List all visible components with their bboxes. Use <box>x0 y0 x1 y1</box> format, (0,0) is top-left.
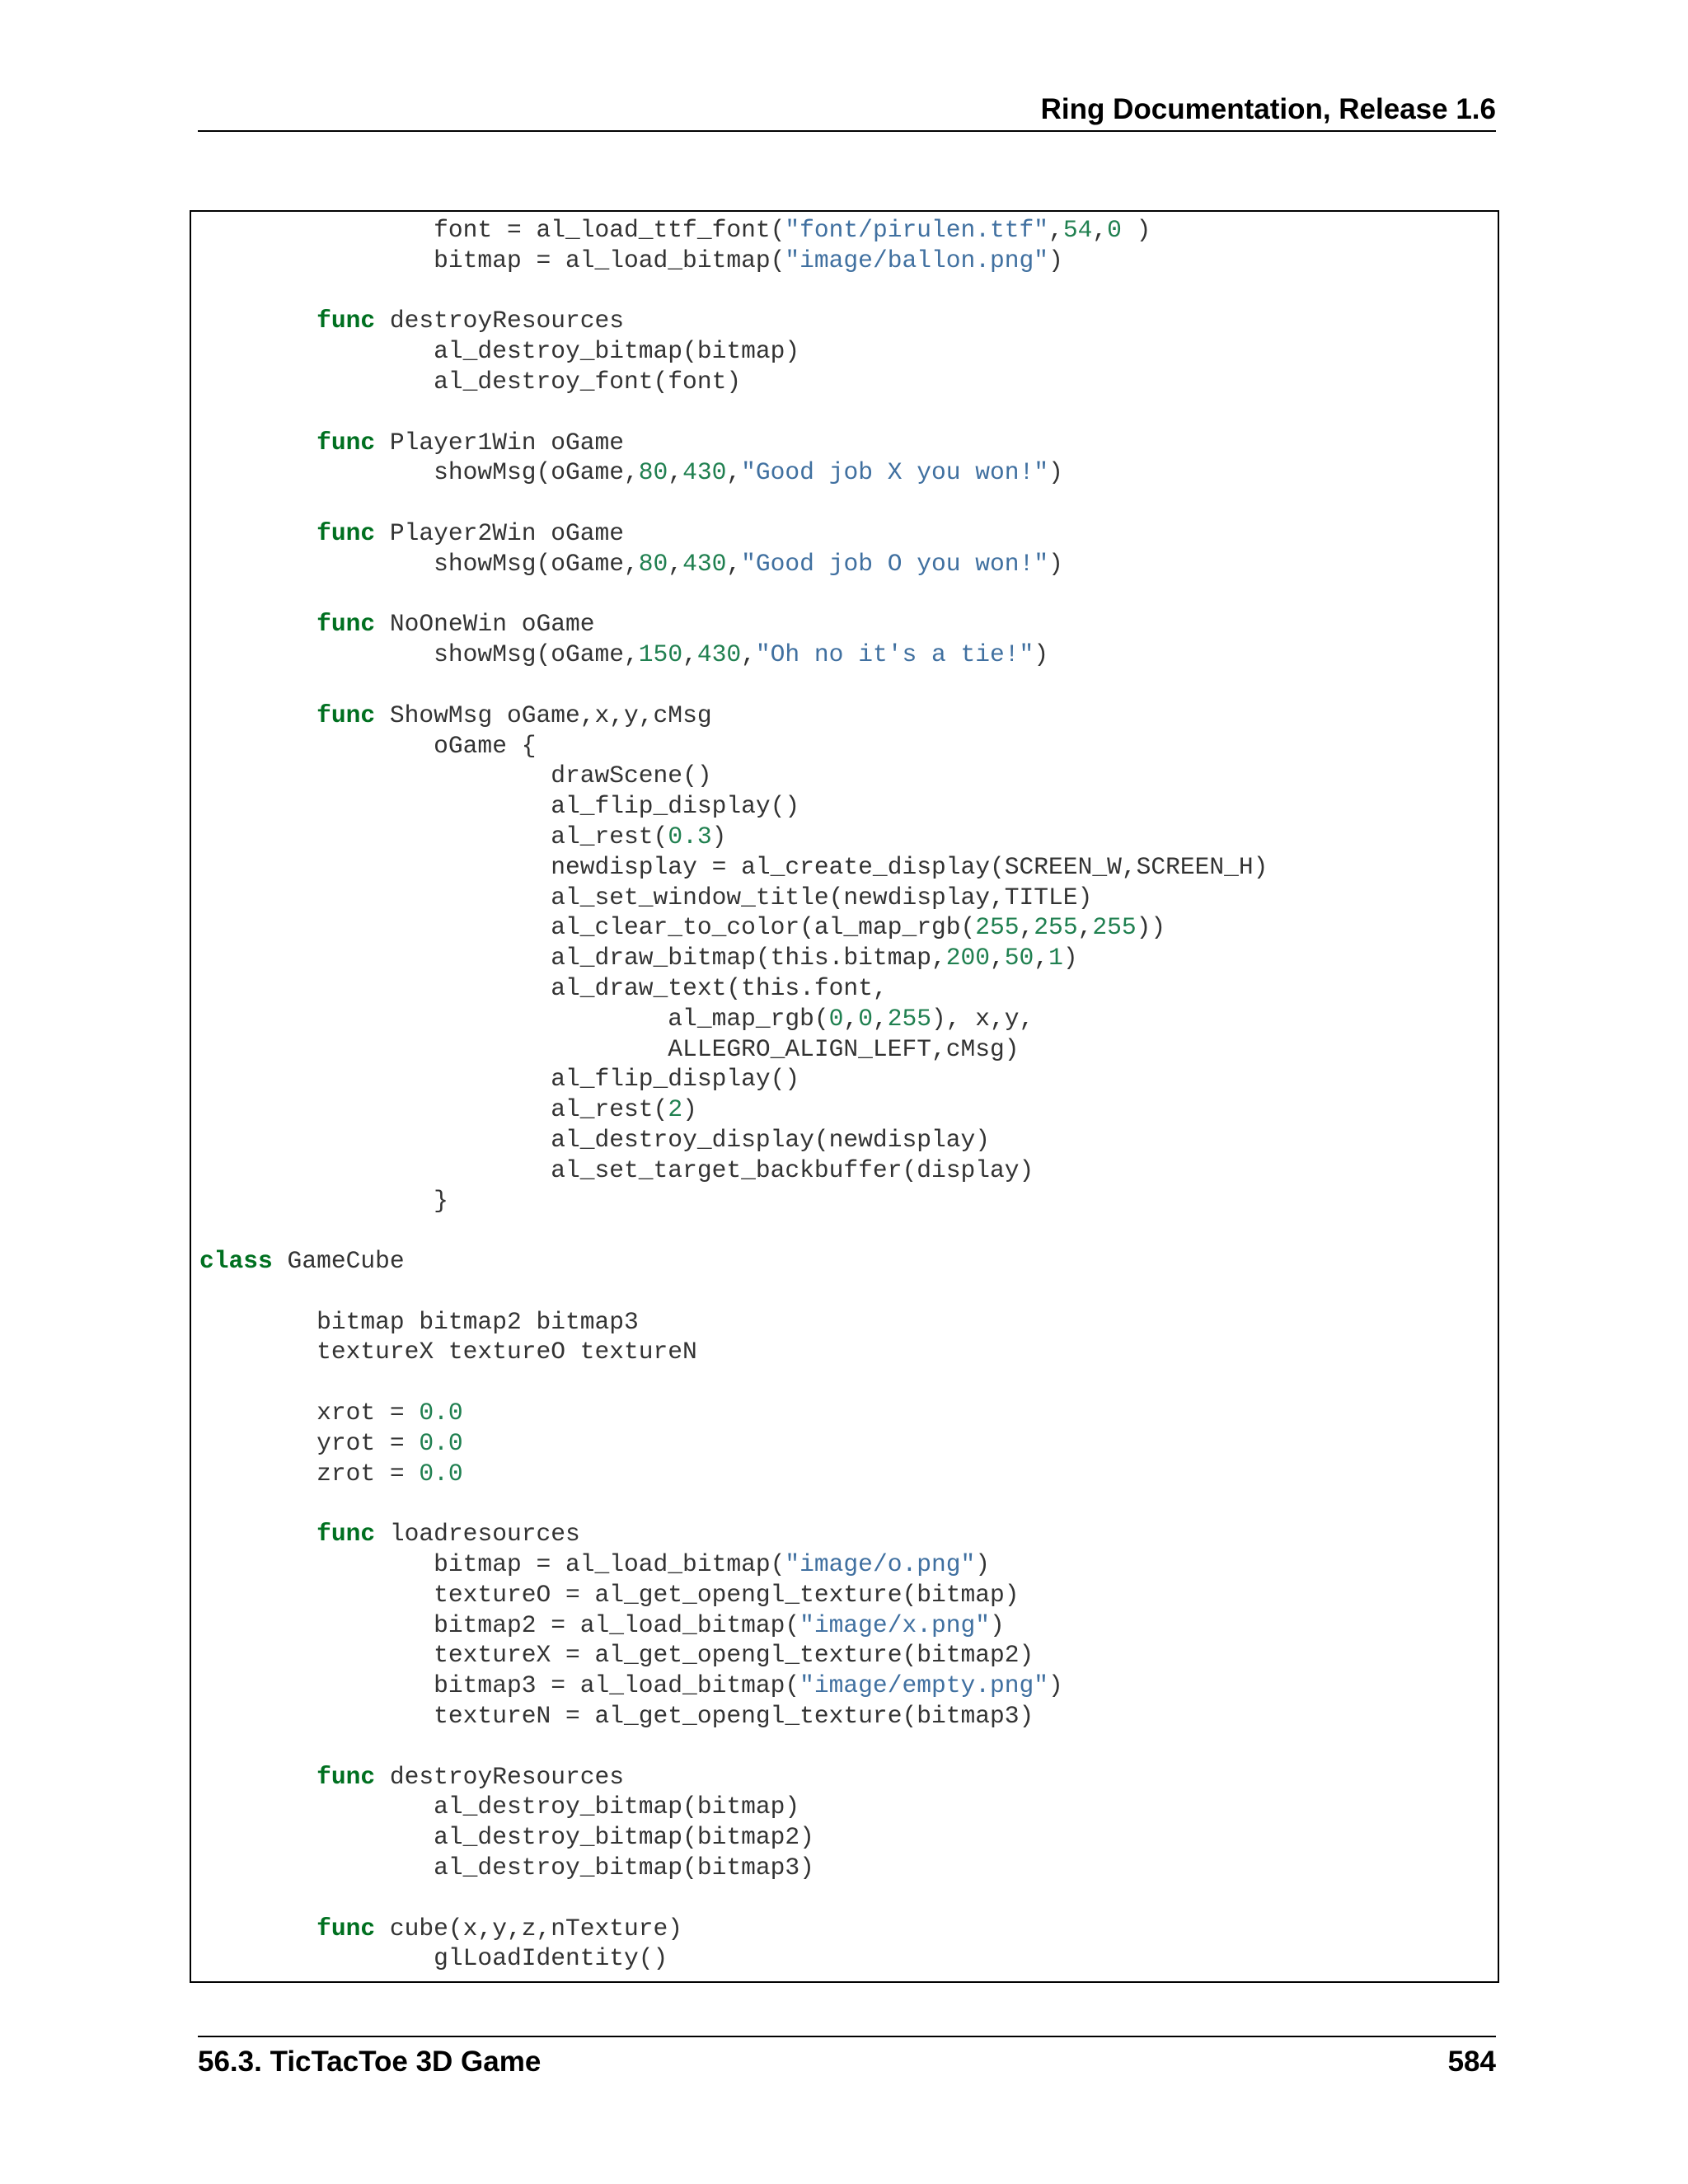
code-line <box>199 1459 1268 1489</box>
code-line <box>199 1064 1268 1094</box>
code-text: textureX = al_get_opengl_texture(bitmap2) <box>199 1641 1034 1670</box>
code-keyword: func <box>316 610 376 639</box>
code-text: Player2Win oGame <box>375 518 625 547</box>
code-text: ) <box>682 1095 697 1124</box>
code-line <box>199 701 1268 731</box>
code-line <box>199 1914 1268 1944</box>
code-line <box>199 518 1268 549</box>
code-text: al_flip_display() <box>199 792 800 821</box>
code-line <box>199 1640 1268 1671</box>
code-text: , <box>872 1004 888 1033</box>
code-keyword: func <box>316 1914 376 1943</box>
code-line <box>199 1701 1268 1732</box>
code-line <box>199 246 1268 276</box>
code-number: 0 <box>828 1004 844 1033</box>
code-number: 1 <box>1048 944 1063 972</box>
code-line <box>199 1943 1268 1974</box>
code-text: al_destroy_display(newdisplay) <box>199 1125 991 1154</box>
code-line <box>199 640 1268 670</box>
code-keyword: func <box>316 1520 376 1549</box>
code-number: 430 <box>682 458 727 487</box>
code-line <box>199 1307 1268 1338</box>
code-text: drawScene() <box>199 762 712 790</box>
code-number: 50 <box>1004 944 1034 972</box>
code-number: 430 <box>682 549 727 578</box>
code-block <box>190 210 1499 1983</box>
code-text: , <box>1034 944 1049 972</box>
code-text: textureN = al_get_opengl_texture(bitmap3) <box>199 1702 1034 1731</box>
code-number: 255 <box>887 1004 931 1033</box>
code-line <box>199 912 1268 943</box>
code-string: "Oh no it's a tie!" <box>755 640 1034 669</box>
code-text: ) <box>1048 1671 1063 1700</box>
code-line <box>199 943 1268 973</box>
page-header-title: Ring Documentation, Release 1.6 <box>1040 93 1496 125</box>
code-number: 80 <box>638 549 668 578</box>
code-text: bitmap bitmap2 bitmap3 <box>199 1307 639 1336</box>
code-text: showMsg(oGame, <box>199 458 639 487</box>
code-text: al_destroy_font(font) <box>199 367 742 396</box>
code-text: xrot = <box>199 1399 420 1427</box>
code-text <box>199 429 316 457</box>
code-text: al_set_target_backbuffer(display) <box>199 1155 1034 1184</box>
code-text: , <box>1092 216 1108 244</box>
code-line <box>199 457 1268 488</box>
code-text: , <box>843 1004 859 1033</box>
page-number: 584 <box>1447 2046 1496 2078</box>
code-string: "image/empty.png" <box>799 1671 1049 1700</box>
code-line <box>199 1580 1268 1610</box>
code-text: )) <box>1136 913 1166 942</box>
code-text: Player1Win oGame <box>375 428 625 457</box>
code-line <box>199 549 1268 579</box>
code-text: font = al_load_ttf_font( <box>199 216 785 244</box>
code-text: } <box>199 1186 448 1215</box>
code-text: al_rest( <box>199 1095 668 1124</box>
code-text: ) <box>1048 549 1063 578</box>
code-keyword: class <box>199 1247 273 1276</box>
code-text: al_rest( <box>199 822 668 851</box>
code-text: bitmap = al_load_bitmap( <box>199 1550 785 1579</box>
code-number: 80 <box>638 458 668 487</box>
code-text: glLoadIdentity() <box>199 1944 668 1973</box>
code-line <box>199 852 1268 883</box>
code-text: al_destroy_bitmap(bitmap2) <box>199 1823 814 1852</box>
code-text: oGame { <box>199 731 537 760</box>
code-line <box>199 791 1268 822</box>
code-number: 2 <box>668 1095 683 1124</box>
code-text <box>199 519 316 547</box>
code-text: ) <box>990 1610 1005 1639</box>
code-number: 0.0 <box>419 1428 463 1457</box>
code-text: textureO = al_get_opengl_texture(bitmap) <box>199 1580 1020 1609</box>
code-text <box>199 307 316 335</box>
code-line <box>199 1155 1268 1186</box>
code-number: 0 <box>1107 216 1122 244</box>
code-text: destroyResources <box>375 1762 625 1791</box>
code-string: "image/x.png" <box>799 1610 991 1639</box>
code-line <box>199 973 1268 1004</box>
code-string: "image/ballon.png" <box>785 246 1049 274</box>
code-text: showMsg(oGame, <box>199 549 639 578</box>
code-text: , <box>741 640 756 669</box>
code-line <box>199 1792 1268 1822</box>
code-number: 150 <box>638 640 683 669</box>
code-text: showMsg(oGame, <box>199 640 639 669</box>
code-text: , <box>1048 216 1063 244</box>
code-number: 0.3 <box>668 822 712 851</box>
code-line <box>199 215 1268 246</box>
code-text: GameCube <box>272 1247 405 1276</box>
code-listing <box>199 215 1268 1974</box>
code-text: destroyResources <box>375 307 625 335</box>
code-line <box>199 1186 1268 1216</box>
code-text <box>199 1520 316 1548</box>
code-line <box>199 428 1268 458</box>
code-text: bitmap = al_load_bitmap( <box>199 246 785 274</box>
code-line <box>199 1488 1268 1519</box>
code-number: 54 <box>1062 216 1093 244</box>
code-number: 0.0 <box>419 1399 463 1427</box>
code-text <box>199 701 316 729</box>
code-line <box>199 367 1268 397</box>
code-line <box>199 1671 1268 1701</box>
code-number: 255 <box>1092 913 1137 942</box>
footer-divider <box>198 2036 1496 2037</box>
code-text: textureX textureO textureN <box>199 1338 697 1366</box>
code-line <box>199 1398 1268 1428</box>
code-number: 255 <box>975 913 1020 942</box>
code-line <box>199 1610 1268 1641</box>
code-text: ) <box>1048 458 1063 487</box>
code-text: , <box>682 640 697 669</box>
code-number: 200 <box>945 944 991 972</box>
code-line <box>199 1337 1268 1367</box>
code-line <box>199 761 1268 791</box>
code-line <box>199 822 1268 852</box>
code-text: al_clear_to_color(al_map_rgb( <box>199 913 976 942</box>
code-text <box>199 1763 316 1791</box>
code-line <box>199 731 1268 762</box>
code-line <box>199 1034 1268 1065</box>
code-text: ) <box>1121 216 1151 244</box>
code-number: 0 <box>858 1004 873 1033</box>
code-line <box>199 397 1268 428</box>
code-line <box>199 1519 1268 1549</box>
code-number: 255 <box>1034 913 1078 942</box>
code-line <box>199 1004 1268 1034</box>
code-string: "font/pirulen.ttf" <box>785 216 1049 244</box>
code-keyword: func <box>316 1762 376 1791</box>
code-text <box>199 1915 316 1943</box>
code-string: "image/o.png" <box>785 1550 976 1579</box>
code-line <box>199 1125 1268 1155</box>
code-text: , <box>668 549 683 578</box>
code-line <box>199 1428 1268 1459</box>
code-text: al_flip_display() <box>199 1065 800 1094</box>
code-string: "Good job X you won!" <box>741 458 1049 487</box>
code-line <box>199 1367 1268 1398</box>
code-text: , <box>1019 913 1034 942</box>
code-keyword: func <box>316 518 376 547</box>
code-text: ) <box>1062 944 1078 972</box>
code-text: loadresources <box>375 1520 580 1549</box>
code-text: , <box>668 458 683 487</box>
code-line <box>199 1822 1268 1853</box>
code-line <box>199 1762 1268 1793</box>
code-line <box>199 670 1268 701</box>
code-text: ) <box>1048 246 1063 274</box>
code-text: zrot = <box>199 1459 420 1488</box>
code-text: , <box>726 549 742 578</box>
code-keyword: func <box>316 307 376 335</box>
code-line <box>199 1216 1268 1246</box>
code-line <box>199 609 1268 640</box>
code-text: newdisplay = al_create_display(SCREEN_W,SCREEN_H) <box>199 852 1268 881</box>
code-text: ) <box>711 822 727 851</box>
code-line <box>199 1732 1268 1762</box>
code-text <box>199 610 316 638</box>
code-text: al_destroy_bitmap(bitmap) <box>199 337 800 366</box>
code-text: ) <box>1034 640 1049 669</box>
code-line <box>199 1277 1268 1307</box>
code-text: ShowMsg oGame,x,y,cMsg <box>375 701 712 729</box>
code-text: yrot = <box>199 1428 420 1457</box>
code-text: cube(x,y,z,nTexture) <box>375 1914 683 1943</box>
code-line <box>199 1883 1268 1914</box>
code-text: al_destroy_bitmap(bitmap) <box>199 1793 800 1821</box>
code-text: NoOneWin oGame <box>375 610 595 639</box>
code-string: "Good job O you won!" <box>741 549 1049 578</box>
code-line <box>199 1853 1268 1883</box>
code-keyword: func <box>316 428 376 457</box>
code-text: ALLEGRO_ALIGN_LEFT,cMsg) <box>199 1034 1020 1063</box>
code-line <box>199 276 1268 307</box>
code-text: bitmap3 = al_load_bitmap( <box>199 1671 800 1700</box>
code-text: al_set_window_title(newdisplay,TITLE) <box>199 883 1093 912</box>
code-text: , <box>1077 913 1093 942</box>
header-divider <box>198 130 1496 132</box>
code-text: al_map_rgb( <box>199 1004 829 1033</box>
code-text: al_draw_bitmap(this.bitmap, <box>199 944 946 972</box>
code-line <box>199 336 1268 367</box>
code-line <box>199 883 1268 913</box>
code-line <box>199 1094 1268 1125</box>
code-text: ) <box>975 1550 991 1579</box>
code-line <box>199 488 1268 518</box>
code-number: 430 <box>696 640 742 669</box>
footer-section-title: 56.3. TicTacToe 3D Game <box>198 2046 542 2078</box>
code-text: , <box>726 458 742 487</box>
code-text: bitmap2 = al_load_bitmap( <box>199 1610 800 1639</box>
code-number: 0.0 <box>419 1459 463 1488</box>
code-keyword: func <box>316 701 376 729</box>
code-text: , <box>990 944 1005 972</box>
code-text: al_destroy_bitmap(bitmap3) <box>199 1854 814 1882</box>
code-text: al_draw_text(this.font, <box>199 973 888 1002</box>
code-text: ), x,y, <box>931 1004 1034 1033</box>
code-line <box>199 1246 1268 1277</box>
code-line <box>199 306 1268 336</box>
code-line <box>199 1549 1268 1580</box>
code-line <box>199 579 1268 610</box>
